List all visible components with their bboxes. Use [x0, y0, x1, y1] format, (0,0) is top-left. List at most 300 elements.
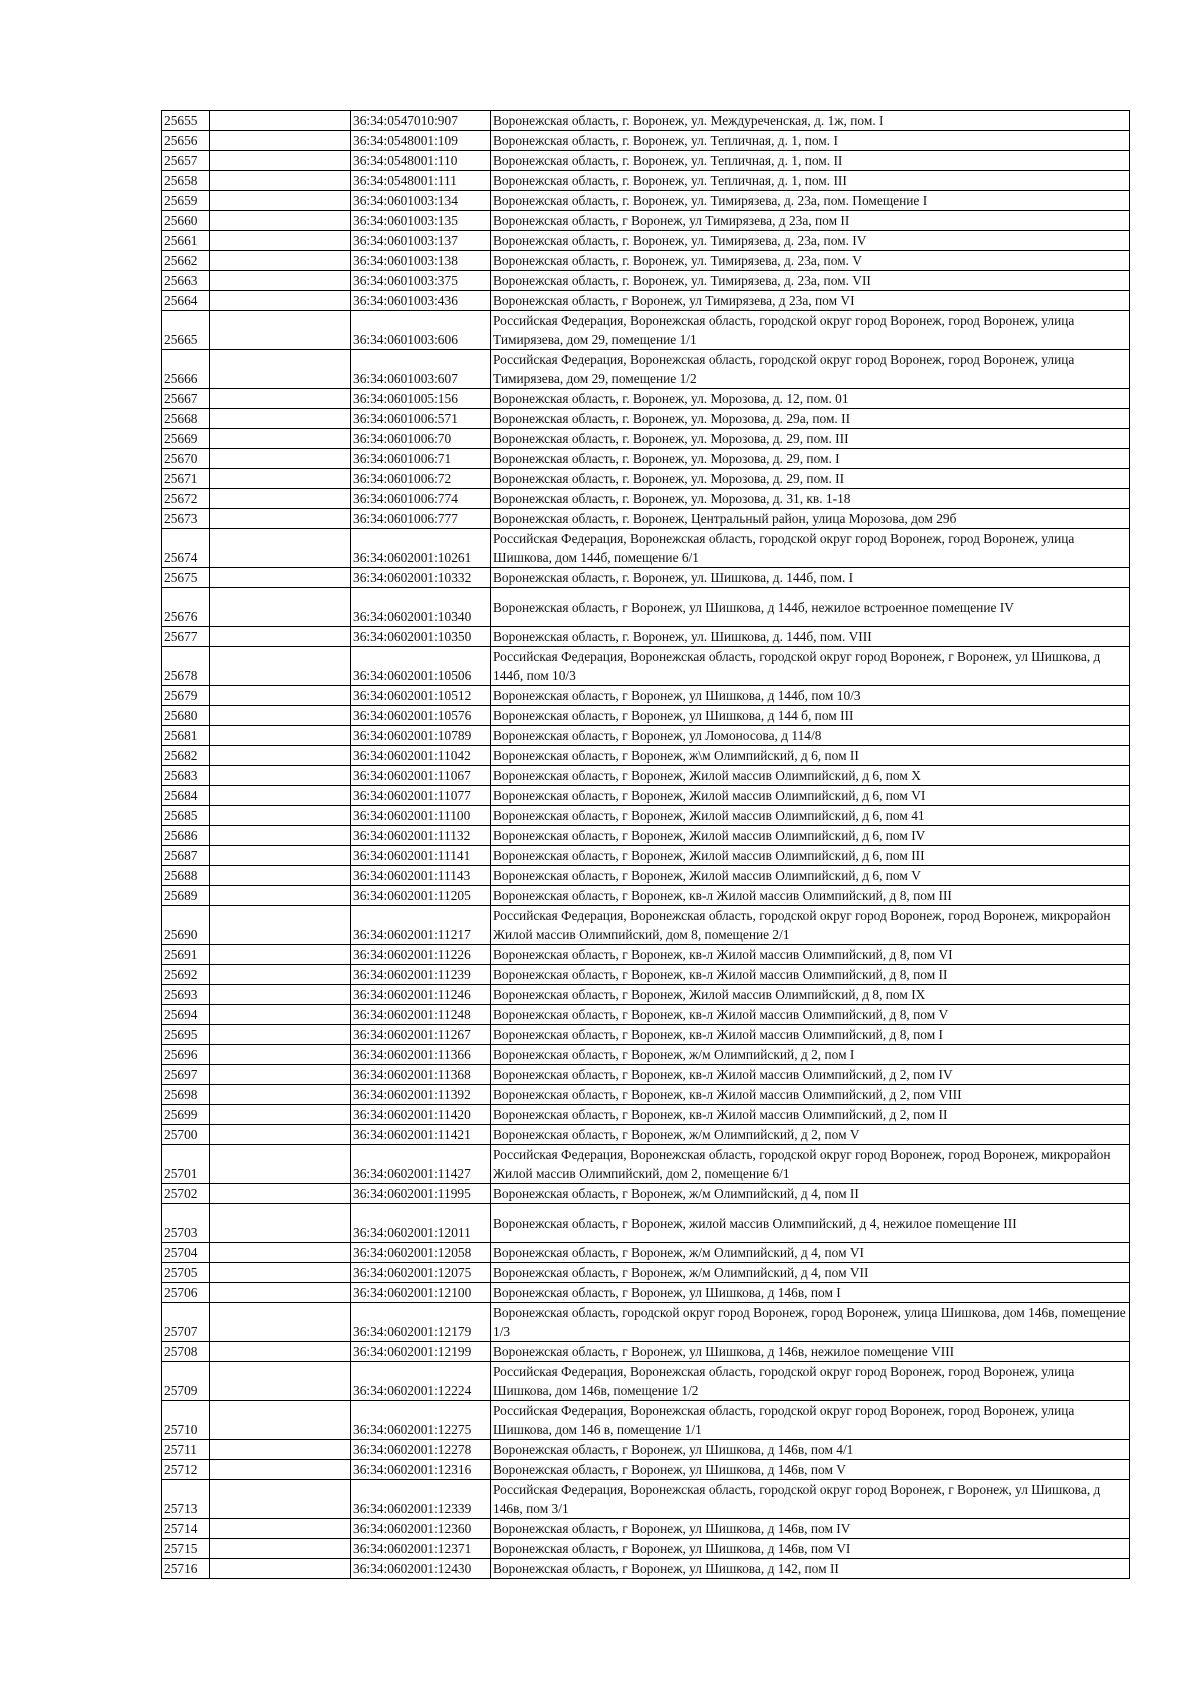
address-cell: Воронежская область, г. Воронеж, ул. Тепличная, д. 1, пом. II — [491, 151, 1130, 171]
cadastral-number-cell: 36:34:0602001:10350 — [351, 627, 491, 647]
table-row — [162, 211, 1130, 231]
cadastral-number-cell: 36:34:0602001:11427 — [351, 1145, 491, 1184]
address-cell: Воронежская область, г Воронеж, кв-л Жилой массив Олимпийский, д 2, пом IV — [491, 1065, 1130, 1085]
table-row — [162, 1342, 1130, 1362]
cadastral-number-cell: 36:34:0601006:70 — [351, 429, 491, 449]
empty-cell — [210, 1460, 351, 1480]
cadastral-number-cell: 36:34:0602001:10261 — [351, 529, 491, 568]
table-row — [162, 1145, 1130, 1184]
row-number-cell: 25689 — [162, 886, 210, 906]
cadastral-number-cell: 36:34:0601003:138 — [351, 251, 491, 271]
table-row — [162, 1125, 1130, 1145]
row-number-cell: 25674 — [162, 529, 210, 568]
table-row — [162, 429, 1130, 449]
row-number-cell: 25716 — [162, 1559, 210, 1579]
table-row — [162, 706, 1130, 726]
row-number-cell: 25696 — [162, 1045, 210, 1065]
empty-cell — [210, 1085, 351, 1105]
table-row — [162, 1283, 1130, 1303]
row-number-cell: 25675 — [162, 568, 210, 588]
empty-cell — [210, 1005, 351, 1025]
row-number-cell: 25703 — [162, 1204, 210, 1243]
table-row — [162, 231, 1130, 251]
empty-cell — [210, 449, 351, 469]
cadastral-number-cell: 36:34:0602001:10789 — [351, 726, 491, 746]
address-cell: Воронежская область, г Воронеж, Жилой массив Олимпийский, д 6, пом VI — [491, 786, 1130, 806]
cadastral-number-cell: 36:34:0602001:11132 — [351, 826, 491, 846]
address-cell: Воронежская область, г Воронеж, ул Шишкова, д 146в, пом 4/1 — [491, 1440, 1130, 1460]
address-cell: Воронежская область, г Воронеж, кв-л Жилой массив Олимпийский, д 8, пом III — [491, 886, 1130, 906]
table-row — [162, 906, 1130, 945]
table-row — [162, 1045, 1130, 1065]
empty-cell — [210, 1263, 351, 1283]
table-row — [162, 151, 1130, 171]
address-cell: Воронежская область, г. Воронеж, ул. Морозова, д. 29, пом. III — [491, 429, 1130, 449]
cadastral-number-cell: 36:34:0601003:606 — [351, 311, 491, 350]
address-cell: Воронежская область, г Воронеж, ул Шишкова, д 146в, пом VI — [491, 1539, 1130, 1559]
cadastral-number-cell: 36:34:0601006:571 — [351, 409, 491, 429]
address-cell: Воронежская область, г Воронеж, ул Шишкова, д 144б, пом 10/3 — [491, 686, 1130, 706]
empty-cell — [210, 429, 351, 449]
table-row — [162, 1303, 1130, 1342]
table-row — [162, 449, 1130, 469]
cadastral-number-cell: 36:34:0602001:12430 — [351, 1559, 491, 1579]
cadastral-number-cell: 36:34:0602001:11205 — [351, 886, 491, 906]
address-cell: Воронежская область, г. Воронеж, ул. Тимирязева, д. 23а, пом. Помещение I — [491, 191, 1130, 211]
table-row — [162, 627, 1130, 647]
address-cell: Российская Федерация, Воронежская область, городской округ город Воронеж, город Воронеж, улица Тимирязева, дом 29, помещение 1/2 — [491, 350, 1130, 389]
table-row — [162, 1401, 1130, 1440]
row-number-cell: 25660 — [162, 211, 210, 231]
table-row — [162, 647, 1130, 686]
row-number-cell: 25681 — [162, 726, 210, 746]
address-cell: Воронежская область, городской округ город Воронеж, город Воронеж, улица Шишкова, дом 146в, помещение 1/3 — [491, 1303, 1130, 1342]
cadastral-number-cell: 36:34:0602001:12075 — [351, 1263, 491, 1283]
table-row — [162, 786, 1130, 806]
address-cell: Российская Федерация, Воронежская область, городской округ город Воронеж, г Воронеж, ул Шишкова, д 146в, пом 3/1 — [491, 1480, 1130, 1519]
cadastral-number-cell: 36:34:0602001:11077 — [351, 786, 491, 806]
address-cell: Воронежская область, г Воронеж, ул Шишкова, д 146в, пом I — [491, 1283, 1130, 1303]
row-number-cell: 25658 — [162, 171, 210, 191]
empty-cell — [210, 1105, 351, 1125]
table-row — [162, 1065, 1130, 1085]
address-cell: Воронежская область, г Воронеж, Жилой массив Олимпийский, д 6, пом III — [491, 846, 1130, 866]
cadastral-number-cell: 36:34:0602001:11217 — [351, 906, 491, 945]
cadastral-number-cell: 36:34:0601003:375 — [351, 271, 491, 291]
document-page — [161, 110, 1129, 1579]
property-table — [161, 110, 1130, 1579]
address-cell: Воронежская область, г. Воронеж, ул. Морозова, д. 29, пом. II — [491, 469, 1130, 489]
empty-cell — [210, 647, 351, 686]
address-cell: Воронежская область, г Воронеж, ж/м Олимпийский, д 4, пом II — [491, 1184, 1130, 1204]
cadastral-number-cell: 36:34:0602001:12011 — [351, 1204, 491, 1243]
address-cell: Воронежская область, г. Воронеж, ул. Шишкова, д. 144б, пом. I — [491, 568, 1130, 588]
row-number-cell: 25659 — [162, 191, 210, 211]
address-cell: Воронежская область, г. Воронеж, ул. Тимирязева, д. 23а, пом. V — [491, 251, 1130, 271]
row-number-cell: 25670 — [162, 449, 210, 469]
address-cell: Воронежская область, г Воронеж, ул Ломоносова, д 114/8 — [491, 726, 1130, 746]
table-row — [162, 251, 1130, 271]
row-number-cell: 25677 — [162, 627, 210, 647]
table-row — [162, 1005, 1130, 1025]
cadastral-number-cell: 36:34:0602001:11226 — [351, 945, 491, 965]
cadastral-number-cell: 36:34:0602001:10332 — [351, 568, 491, 588]
table-row — [162, 1085, 1130, 1105]
table-row — [162, 191, 1130, 211]
cadastral-number-cell: 36:34:0601003:134 — [351, 191, 491, 211]
empty-cell — [210, 866, 351, 886]
cadastral-number-cell: 36:34:0547010:907 — [351, 111, 491, 131]
address-cell: Воронежская область, г Воронеж, ж/м Олимпийский, д 2, пом V — [491, 1125, 1130, 1145]
row-number-cell: 25679 — [162, 686, 210, 706]
cadastral-number-cell: 36:34:0602001:10340 — [351, 588, 491, 627]
empty-cell — [210, 151, 351, 171]
table-row — [162, 1362, 1130, 1401]
row-number-cell: 25702 — [162, 1184, 210, 1204]
row-number-cell: 25691 — [162, 945, 210, 965]
table-row — [162, 1025, 1130, 1045]
table-row — [162, 886, 1130, 906]
cadastral-number-cell: 36:34:0602001:12199 — [351, 1342, 491, 1362]
address-cell: Воронежская область, г Воронеж, ул Шишкова, д 146в, пом IV — [491, 1519, 1130, 1539]
row-number-cell: 25707 — [162, 1303, 210, 1342]
row-number-cell: 25666 — [162, 350, 210, 389]
empty-cell — [210, 1440, 351, 1460]
empty-cell — [210, 291, 351, 311]
cadastral-number-cell: 36:34:0548001:110 — [351, 151, 491, 171]
address-cell: Воронежская область, г. Воронеж, ул. Морозова, д. 29а, пом. II — [491, 409, 1130, 429]
table-row — [162, 350, 1130, 389]
row-number-cell: 25686 — [162, 826, 210, 846]
table-row — [162, 846, 1130, 866]
table-row — [162, 409, 1130, 429]
row-number-cell: 25690 — [162, 906, 210, 945]
row-number-cell: 25669 — [162, 429, 210, 449]
table-row — [162, 965, 1130, 985]
row-number-cell: 25656 — [162, 131, 210, 151]
cadastral-number-cell: 36:34:0602001:12316 — [351, 1460, 491, 1480]
cadastral-number-cell: 36:34:0602001:11421 — [351, 1125, 491, 1145]
table-row — [162, 509, 1130, 529]
address-cell: Воронежская область, г Воронеж, Жилой массив Олимпийский, д 6, пом IV — [491, 826, 1130, 846]
address-cell: Воронежская область, г Воронеж, кв-л Жилой массив Олимпийский, д 8, пом V — [491, 1005, 1130, 1025]
address-cell: Воронежская область, г Воронеж, кв-л Жилой массив Олимпийский, д 2, пом VIII — [491, 1085, 1130, 1105]
address-cell: Воронежская область, г. Воронеж, Центральный район, улица Морозова, дом 29б — [491, 509, 1130, 529]
address-cell: Российская Федерация, Воронежская область, городской округ город Воронеж, г Воронеж, ул Шишкова, д 144б, пом 10/3 — [491, 647, 1130, 686]
table-row — [162, 1539, 1130, 1559]
empty-cell — [210, 489, 351, 509]
empty-cell — [210, 231, 351, 251]
row-number-cell: 25705 — [162, 1263, 210, 1283]
empty-cell — [210, 469, 351, 489]
row-number-cell: 25695 — [162, 1025, 210, 1045]
row-number-cell: 25692 — [162, 965, 210, 985]
empty-cell — [210, 686, 351, 706]
cadastral-number-cell: 36:34:0602001:11392 — [351, 1085, 491, 1105]
empty-cell — [210, 1342, 351, 1362]
address-cell: Воронежская область, г Воронеж, ж\м Олимпийский, д 6, пом II — [491, 746, 1130, 766]
cadastral-number-cell: 36:34:0601006:777 — [351, 509, 491, 529]
row-number-cell: 25667 — [162, 389, 210, 409]
empty-cell — [210, 111, 351, 131]
table-row — [162, 111, 1130, 131]
address-cell: Воронежская область, г Воронеж, Жилой массив Олимпийский, д 8, пом IX — [491, 985, 1130, 1005]
address-cell: Воронежская область, г Воронеж, кв-л Жилой массив Олимпийский, д 8, пом II — [491, 965, 1130, 985]
empty-cell — [210, 1025, 351, 1045]
empty-cell — [210, 1045, 351, 1065]
empty-cell — [210, 1283, 351, 1303]
row-number-cell: 25713 — [162, 1480, 210, 1519]
address-cell: Российская Федерация, Воронежская область, городской округ город Воронеж, город Воронеж, улица Шишкова, дом 146в, помещение 1/2 — [491, 1362, 1130, 1401]
row-number-cell: 25701 — [162, 1145, 210, 1184]
cadastral-number-cell: 36:34:0602001:11267 — [351, 1025, 491, 1045]
address-cell: Воронежская область, г. Воронеж, ул. Морозова, д. 31, кв. 1-18 — [491, 489, 1130, 509]
cadastral-number-cell: 36:34:0602001:11067 — [351, 766, 491, 786]
empty-cell — [210, 131, 351, 151]
address-cell: Воронежская область, г. Воронеж, ул. Тепличная, д. 1, пом. III — [491, 171, 1130, 191]
cadastral-number-cell: 36:34:0602001:12275 — [351, 1401, 491, 1440]
table-row — [162, 1440, 1130, 1460]
row-number-cell: 25664 — [162, 291, 210, 311]
empty-cell — [210, 1519, 351, 1539]
address-cell: Воронежская область, г. Воронеж, ул. Тимирязева, д. 23а, пом. IV — [491, 231, 1130, 251]
empty-cell — [210, 1204, 351, 1243]
address-cell: Российская Федерация, Воронежская область, городской округ город Воронеж, город Воронеж, улица Тимирязева, дом 29, помещение 1/1 — [491, 311, 1130, 350]
cadastral-number-cell: 36:34:0602001:12179 — [351, 1303, 491, 1342]
row-number-cell: 25671 — [162, 469, 210, 489]
row-number-cell: 25683 — [162, 766, 210, 786]
empty-cell — [210, 1559, 351, 1579]
row-number-cell: 25672 — [162, 489, 210, 509]
row-number-cell: 25680 — [162, 706, 210, 726]
empty-cell — [210, 1480, 351, 1519]
table-row — [162, 1480, 1130, 1519]
cadastral-number-cell: 36:34:0602001:11246 — [351, 985, 491, 1005]
table-row — [162, 1204, 1130, 1243]
address-cell: Воронежская область, г. Воронеж, ул. Тимирязева, д. 23а, пом. VII — [491, 271, 1130, 291]
table-row — [162, 766, 1130, 786]
cadastral-number-cell: 36:34:0602001:12339 — [351, 1480, 491, 1519]
empty-cell — [210, 1401, 351, 1440]
table-row — [162, 1263, 1130, 1283]
cadastral-number-cell: 36:34:0602001:10506 — [351, 647, 491, 686]
empty-cell — [210, 1243, 351, 1263]
empty-cell — [210, 191, 351, 211]
empty-cell — [210, 350, 351, 389]
empty-cell — [210, 945, 351, 965]
address-cell: Воронежская область, г Воронеж, кв-л Жилой массив Олимпийский, д 8, пом I — [491, 1025, 1130, 1045]
row-number-cell: 25673 — [162, 509, 210, 529]
row-number-cell: 25676 — [162, 588, 210, 627]
address-cell: Воронежская область, г. Воронеж, ул. Морозова, д. 29, пом. I — [491, 449, 1130, 469]
table-row — [162, 806, 1130, 826]
cadastral-number-cell: 36:34:0602001:11042 — [351, 746, 491, 766]
cadastral-number-cell: 36:34:0601005:156 — [351, 389, 491, 409]
empty-cell — [210, 985, 351, 1005]
cadastral-number-cell: 36:34:0602001:12360 — [351, 1519, 491, 1539]
table-row — [162, 131, 1130, 151]
table-row — [162, 866, 1130, 886]
empty-cell — [210, 886, 351, 906]
cadastral-number-cell: 36:34:0602001:10576 — [351, 706, 491, 726]
row-number-cell: 25699 — [162, 1105, 210, 1125]
cadastral-number-cell: 36:34:0602001:12100 — [351, 1283, 491, 1303]
empty-cell — [210, 251, 351, 271]
empty-cell — [210, 171, 351, 191]
empty-cell — [210, 509, 351, 529]
empty-cell — [210, 706, 351, 726]
address-cell: Воронежская область, г Воронеж, кв-л Жилой массив Олимпийский, д 2, пом II — [491, 1105, 1130, 1125]
table-row — [162, 271, 1130, 291]
cadastral-number-cell: 36:34:0602001:11143 — [351, 866, 491, 886]
table-row — [162, 826, 1130, 846]
empty-cell — [210, 409, 351, 429]
address-cell: Воронежская область, г Воронеж, ул Шишкова, д 142, пом II — [491, 1559, 1130, 1579]
row-number-cell: 25685 — [162, 806, 210, 826]
table-row — [162, 469, 1130, 489]
cadastral-number-cell: 36:34:0601003:135 — [351, 211, 491, 231]
cadastral-number-cell: 36:34:0601003:436 — [351, 291, 491, 311]
empty-cell — [210, 588, 351, 627]
row-number-cell: 25688 — [162, 866, 210, 886]
row-number-cell: 25706 — [162, 1283, 210, 1303]
empty-cell — [210, 568, 351, 588]
address-cell: Воронежская область, г Воронеж, ул Шишкова, д 146в, пом V — [491, 1460, 1130, 1480]
empty-cell — [210, 211, 351, 231]
cadastral-number-cell: 36:34:0602001:12058 — [351, 1243, 491, 1263]
cadastral-number-cell: 36:34:0601003:137 — [351, 231, 491, 251]
row-number-cell: 25714 — [162, 1519, 210, 1539]
row-number-cell: 25657 — [162, 151, 210, 171]
empty-cell — [210, 389, 351, 409]
cadastral-number-cell: 36:34:0602001:12371 — [351, 1539, 491, 1559]
address-cell: Воронежская область, г. Воронеж, ул. Междуреченская, д. 1ж, пом. I — [491, 111, 1130, 131]
table-row — [162, 1460, 1130, 1480]
cadastral-number-cell: 36:34:0601003:607 — [351, 350, 491, 389]
row-number-cell: 25682 — [162, 746, 210, 766]
address-cell: Воронежская область, г Воронеж, ж/м Олимпийский, д 4, пом VII — [491, 1263, 1130, 1283]
table-row — [162, 1559, 1130, 1579]
empty-cell — [210, 1065, 351, 1085]
empty-cell — [210, 906, 351, 945]
cadastral-number-cell: 36:34:0602001:11366 — [351, 1045, 491, 1065]
address-cell: Российская Федерация, Воронежская область, городской округ город Воронеж, город Воронеж, микрорайон Жилой массив Олимпийский, дом 8, помещение 2/1 — [491, 906, 1130, 945]
address-cell: Воронежская область, г Воронеж, ул Шишкова, д 146в, нежилое помещение VIII — [491, 1342, 1130, 1362]
address-cell: Российская Федерация, Воронежская область, городской округ город Воронеж, город Воронеж, улица Шишкова, дом 146 в, помещение 1/1 — [491, 1401, 1130, 1440]
empty-cell — [210, 1303, 351, 1342]
cadastral-number-cell: 36:34:0548001:109 — [351, 131, 491, 151]
cadastral-number-cell: 36:34:0602001:12224 — [351, 1362, 491, 1401]
row-number-cell: 25655 — [162, 111, 210, 131]
row-number-cell: 25661 — [162, 231, 210, 251]
table-row — [162, 588, 1130, 627]
empty-cell — [210, 311, 351, 350]
row-number-cell: 25668 — [162, 409, 210, 429]
table-row — [162, 746, 1130, 766]
row-number-cell: 25665 — [162, 311, 210, 350]
row-number-cell: 25697 — [162, 1065, 210, 1085]
table-row — [162, 726, 1130, 746]
table-row — [162, 686, 1130, 706]
table-row — [162, 489, 1130, 509]
empty-cell — [210, 529, 351, 568]
cadastral-number-cell: 36:34:0601006:72 — [351, 469, 491, 489]
table-row — [162, 1243, 1130, 1263]
table-row — [162, 568, 1130, 588]
cadastral-number-cell: 36:34:0548001:111 — [351, 171, 491, 191]
empty-cell — [210, 786, 351, 806]
table-row — [162, 1105, 1130, 1125]
address-cell: Российская Федерация, Воронежская область, городской округ город Воронеж, город Воронеж, микрорайон Жилой массив Олимпийский, дом 2, помещение 6/1 — [491, 1145, 1130, 1184]
address-cell: Воронежская область, г Воронеж, ул Тимирязева, д 23а, пом VI — [491, 291, 1130, 311]
row-number-cell: 25715 — [162, 1539, 210, 1559]
table-row — [162, 311, 1130, 350]
empty-cell — [210, 846, 351, 866]
cadastral-number-cell: 36:34:0602001:11248 — [351, 1005, 491, 1025]
address-cell: Российская Федерация, Воронежская область, городской округ город Воронеж, город Воронеж, улица Шишкова, дом 144б, помещение 6/1 — [491, 529, 1130, 568]
cadastral-number-cell: 36:34:0602001:12278 — [351, 1440, 491, 1460]
row-number-cell: 25687 — [162, 846, 210, 866]
row-number-cell: 25708 — [162, 1342, 210, 1362]
table-row — [162, 985, 1130, 1005]
cadastral-number-cell: 36:34:0602001:11100 — [351, 806, 491, 826]
address-cell: Воронежская область, г Воронеж, ул Шишкова, д 144б, нежилое встроенное помещение IV — [491, 588, 1130, 627]
address-cell: Воронежская область, г Воронеж, ж/м Олимпийский, д 2, пом I — [491, 1045, 1130, 1065]
empty-cell — [210, 271, 351, 291]
row-number-cell: 25704 — [162, 1243, 210, 1263]
row-number-cell: 25678 — [162, 647, 210, 686]
empty-cell — [210, 826, 351, 846]
row-number-cell: 25698 — [162, 1085, 210, 1105]
address-cell: Воронежская область, г Воронеж, Жилой массив Олимпийский, д 6, пом 41 — [491, 806, 1130, 826]
table-row — [162, 171, 1130, 191]
address-cell: Воронежская область, г Воронеж, ж/м Олимпийский, д 4, пом VI — [491, 1243, 1130, 1263]
cadastral-number-cell: 36:34:0601006:774 — [351, 489, 491, 509]
empty-cell — [210, 627, 351, 647]
cadastral-number-cell: 36:34:0602001:10512 — [351, 686, 491, 706]
table-row — [162, 389, 1130, 409]
row-number-cell: 25693 — [162, 985, 210, 1005]
table-row — [162, 1519, 1130, 1539]
cadastral-number-cell: 36:34:0602001:11368 — [351, 1065, 491, 1085]
cadastral-number-cell: 36:34:0602001:11995 — [351, 1184, 491, 1204]
empty-cell — [210, 726, 351, 746]
address-cell: Воронежская область, г Воронеж, жилой массив Олимпийский, д 4, нежилое помещение III — [491, 1204, 1130, 1243]
empty-cell — [210, 766, 351, 786]
cadastral-number-cell: 36:34:0601006:71 — [351, 449, 491, 469]
table-row — [162, 945, 1130, 965]
cadastral-number-cell: 36:34:0602001:11239 — [351, 965, 491, 985]
table-body — [162, 111, 1130, 1579]
empty-cell — [210, 965, 351, 985]
address-cell: Воронежская область, г Воронеж, кв-л Жилой массив Олимпийский, д 8, пом VI — [491, 945, 1130, 965]
empty-cell — [210, 1125, 351, 1145]
address-cell: Воронежская область, г Воронеж, ул Шишкова, д 144 б, пом III — [491, 706, 1130, 726]
empty-cell — [210, 1362, 351, 1401]
address-cell: Воронежская область, г Воронеж, Жилой массив Олимпийский, д 6, пом X — [491, 766, 1130, 786]
address-cell: Воронежская область, г. Воронеж, ул. Тепличная, д. 1, пом. I — [491, 131, 1130, 151]
cadastral-number-cell: 36:34:0602001:11141 — [351, 846, 491, 866]
empty-cell — [210, 746, 351, 766]
row-number-cell: 25700 — [162, 1125, 210, 1145]
empty-cell — [210, 1145, 351, 1184]
empty-cell — [210, 1184, 351, 1204]
row-number-cell: 25711 — [162, 1440, 210, 1460]
row-number-cell: 25710 — [162, 1401, 210, 1440]
table-row — [162, 1184, 1130, 1204]
cadastral-number-cell: 36:34:0602001:11420 — [351, 1105, 491, 1125]
row-number-cell: 25709 — [162, 1362, 210, 1401]
